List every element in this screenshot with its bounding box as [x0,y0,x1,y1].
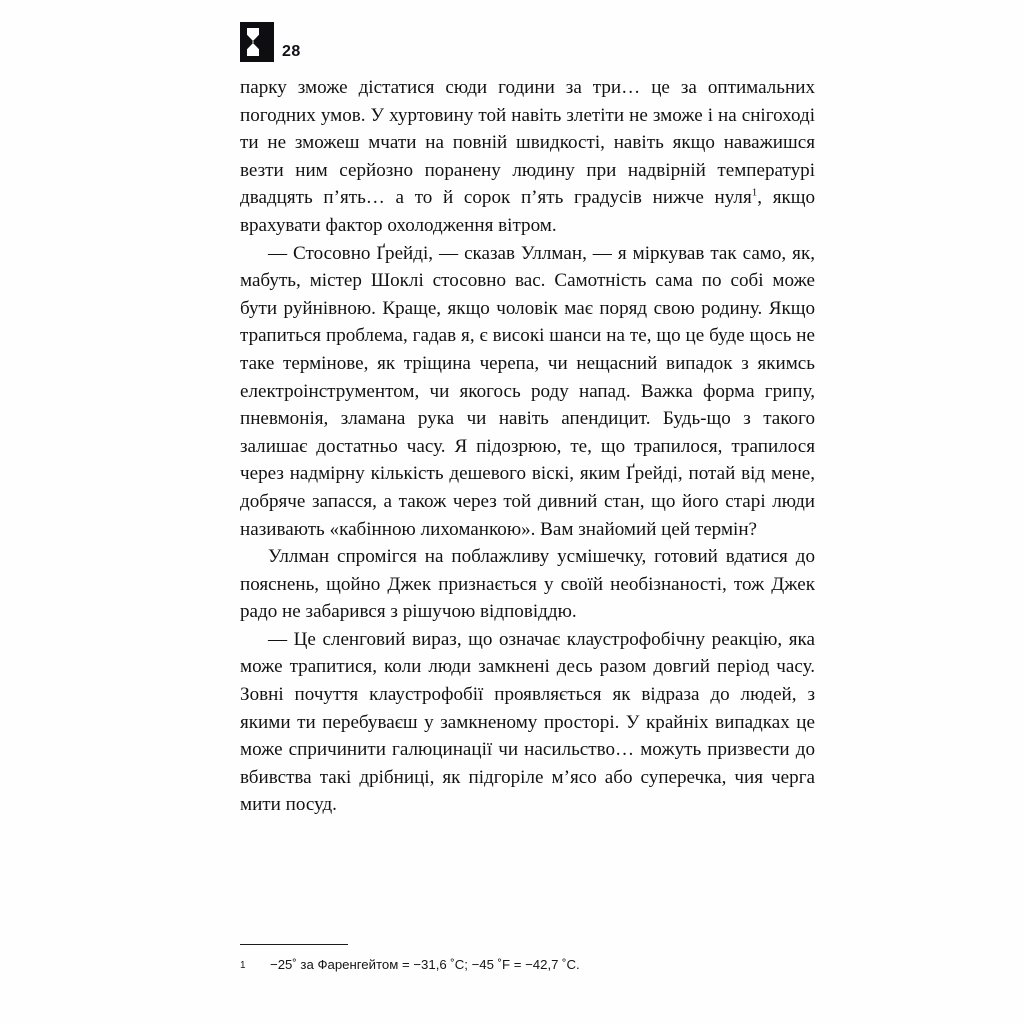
footnote-text: −25˚ за Фаренгейтом = −31,6 ˚C; −45 ˚F = −42,7 ˚C. [270,957,580,973]
paragraph-2: — Стосовно Ґрейді, — сказав Уллман, — я міркував так само, як, мабуть, містер Шоклі стосовно вас. Самотність сама по собі може бути руйнівною. Краще, якщо чоловік має поряд свою родину. Якщо трапиться проблема, гадав я, є високі шанси на те, що це буде щось не таке термінове, як тріщина черепа, чи нещасний випадок з якимсь електроінструментом, чи якогось роду напад. Важка форма грипу, пневмонія, зламана рука чи навіть апендицит. Будь-що з такого залишає достатньо часу. Я підозрюю, те, що трапилося, трапилося через надмірну кількість дешевого віскі, яким Ґрейді, потай від мене, добряче запасся, а також через той дивний стан, що його старі люди називають «кабінною лихоманкою». Вам знайомий цей термін? [240,242,815,540]
body-text [240,74,815,819]
footnote-area [240,944,815,974]
page-header [240,22,301,62]
bookmark-glyph-icon [240,22,274,62]
footnote-marker: 1 [240,960,246,972]
paragraph-3: Уллман спромігся на поблажливу усмішечку, готовий вдатися до пояснень, щойно Джек признається у своїй необізнаності, тож Джек радо не забарився з рішучою відповіддю. [240,546,815,623]
paragraph-1: парку зможе дістатися сюди години за три… це за оптимальних погодних умов. У хуртовину той навіть злетіти не зможе і на снігоході ти не зможеш мчати на повній швидкості, навіть якщо наважишся везти ним серйозно поранену людину при надвірній температурі двадцять п’ять… а то й сорок п’ять градусів нижче нуля$^1$, якщо врахувати фактор охолодження вітром. [240,77,815,236]
footnote-divider [240,944,348,945]
paragraph-4: — Це сленговий вираз, що означає клаустрофобічну реакцію, яка може трапитися, коли люди замкнені десь разом довгий період часу. Зовні почуття клаустрофобії проявляється як відраза до людей, з якими ти перебуваєш у замкненому просторі. У крайніх випадках це може спричинити галюцинації чи насильство… можуть призвести до вбивства такі дрібниці, як підгоріле м’ясо або суперечка, чия черга мити посуд. [240,628,815,816]
footnote [240,956,815,974]
page-number: 28 [282,43,301,60]
